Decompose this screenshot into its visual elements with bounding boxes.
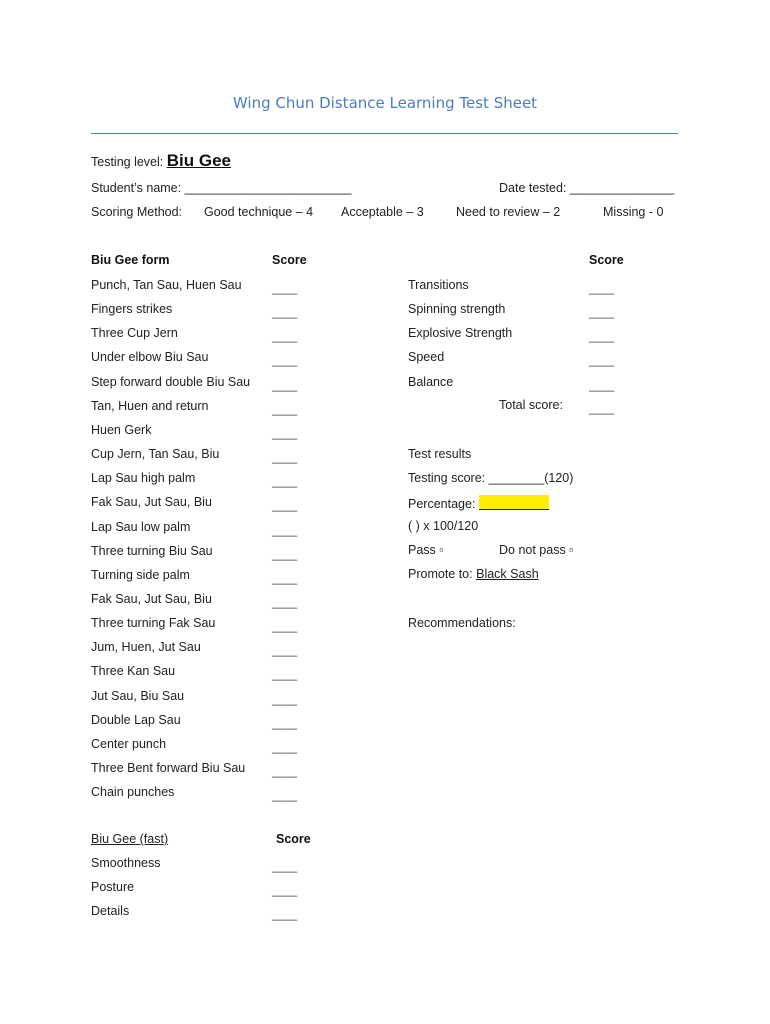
fast-item-label: Posture — [91, 880, 135, 895]
fast-item-label: Smoothness — [91, 856, 161, 870]
percentage-label: Percentage: — [408, 497, 476, 511]
right-item-score-blank[interactable]: ____ — [589, 353, 614, 368]
testing-level-label: Testing level: — [91, 155, 164, 169]
form-item-label: Three turning Fak Sau — [91, 616, 216, 631]
right-item-label: Explosive Strength — [408, 326, 513, 341]
form-item-score-blank[interactable]: ____ — [272, 739, 297, 754]
form-item-score-blank[interactable]: ____ — [272, 498, 297, 513]
right-item-score-blank[interactable]: ____ — [589, 281, 614, 295]
fast-item-score-blank[interactable]: ____ — [272, 907, 297, 922]
title-divider — [91, 133, 678, 134]
form-item-label: Three Bent forward Biu Sau — [91, 761, 246, 775]
promote-label: Promote to: — [408, 567, 473, 581]
form-item-score-blank[interactable]: ____ — [272, 788, 297, 803]
form-item-score-blank[interactable]: ____ — [272, 643, 297, 658]
form-item-label: Huen Gerk — [91, 422, 152, 437]
scoring-acceptable: Acceptable – 3 — [341, 205, 424, 219]
pass-checkbox[interactable]: Pass ▫ — [408, 543, 444, 557]
testing-level-value: Biu Gee — [166, 151, 231, 170]
form-item-score-blank[interactable]: ____ — [272, 401, 297, 416]
form-item-score-blank[interactable]: ____ — [272, 667, 297, 682]
form-heading: Biu Gee form — [91, 253, 170, 267]
form-item-label: Chain punches — [91, 785, 175, 800]
do-not-pass-checkbox[interactable]: Do not pass ▫ — [499, 543, 574, 557]
scoring-missing: Missing - 0 — [603, 205, 664, 219]
right-item-label: Transitions — [408, 278, 469, 292]
form-item-label: Three Cup Jern — [91, 326, 178, 341]
total-score-blank[interactable]: ____ — [589, 401, 614, 415]
recommendations-label: Recommendations: — [408, 616, 516, 630]
percentage-row — [408, 495, 549, 511]
form-item-score-blank[interactable]: ____ — [272, 353, 297, 368]
form-item-score-blank[interactable]: ____ — [272, 594, 297, 609]
form-item-label: Turning side palm — [91, 567, 190, 582]
form-item-score-blank[interactable]: ____ — [272, 377, 297, 392]
form-score-heading: Score — [272, 253, 307, 267]
form-item-score-blank[interactable]: ____ — [272, 764, 297, 778]
fast-item-score-blank[interactable]: ____ — [272, 883, 297, 898]
form-item-label: Fingers strikes — [91, 302, 173, 317]
document-title: Wing Chun Distance Learning Test Sheet — [232, 94, 538, 112]
scoring-review: Need to review – 2 — [456, 205, 561, 219]
right-item-label: Balance — [408, 374, 454, 389]
percentage-formula: ( ) x 100/120 — [408, 519, 479, 533]
form-item-score-blank[interactable]: ____ — [272, 691, 297, 706]
form-item-label: Punch, Tan Sau, Huen Sau — [91, 278, 242, 292]
percentage-highlight-field[interactable] — [479, 495, 549, 510]
form-item-score-blank[interactable]: ____ — [272, 715, 297, 730]
form-item-label: Three Kan Sau — [91, 664, 176, 679]
form-item-label: Lap Sau low palm — [91, 519, 191, 534]
form-item-score-blank[interactable]: ____ — [272, 474, 297, 489]
right-item-label: Spinning strength — [408, 302, 506, 317]
right-item-score-blank[interactable]: ____ — [589, 329, 614, 344]
test-results-heading: Test results — [408, 447, 472, 461]
promote-value: Black Sash — [476, 567, 539, 581]
form-item-label: Fak Sau, Jut Sau, Biu — [91, 495, 212, 510]
scoring-method-label: Scoring Method: — [91, 205, 183, 219]
form-item-score-blank[interactable]: ____ — [272, 450, 297, 465]
form-item-score-blank[interactable]: ____ — [272, 305, 297, 320]
fast-item-score-blank[interactable]: ____ — [272, 859, 297, 873]
fast-score-heading: Score — [276, 832, 311, 846]
form-item-label: Cup Jern, Tan Sau, Biu — [91, 447, 220, 462]
form-item-label: Lap Sau high palm — [91, 471, 196, 486]
fast-item-label: Details — [91, 904, 130, 919]
right-item-label: Speed — [408, 350, 445, 365]
scoring-good: Good technique – 4 — [204, 205, 314, 219]
form-item-label: Center punch — [91, 736, 167, 751]
form-item-score-blank[interactable]: ____ — [272, 281, 297, 295]
fast-heading: Biu Gee (fast) — [91, 832, 169, 846]
form-item-label: Tan, Huen and return — [91, 398, 209, 413]
right-item-score-blank[interactable]: ____ — [589, 377, 614, 392]
form-item-label: Step forward double Biu Sau — [91, 374, 251, 389]
form-item-score-blank[interactable]: ____ — [272, 570, 297, 585]
form-item-label: Jut Sau, Biu Sau — [91, 688, 185, 703]
date-tested-field[interactable]: Date tested: _______________ — [499, 181, 675, 195]
form-item-label: Under elbow Biu Sau — [91, 350, 209, 365]
testing-score-field[interactable]: Testing score: ________(120) — [408, 471, 574, 485]
right-item-score-blank[interactable]: ____ — [589, 305, 614, 320]
form-item-score-blank[interactable]: ____ — [272, 425, 297, 440]
testing-level — [91, 151, 231, 171]
promote-row — [408, 567, 539, 581]
right-score-heading: Score — [589, 253, 624, 267]
form-item-score-blank[interactable]: ____ — [272, 522, 297, 537]
students-name-field[interactable]: Student’s name: ________________________ — [91, 181, 352, 195]
form-item-label: Double Lap Sau — [91, 712, 181, 727]
form-item-score-blank[interactable]: ____ — [272, 329, 297, 344]
form-item-label: Jum, Huen, Jut Sau — [91, 640, 201, 655]
form-item-score-blank[interactable]: ____ — [272, 619, 297, 634]
total-score-label: Total score: — [499, 398, 563, 412]
form-item-label: Three turning Biu Sau — [91, 543, 213, 558]
form-item-label: Fak Sau, Jut Sau, Biu — [91, 591, 212, 606]
form-item-score-blank[interactable]: ____ — [272, 546, 297, 561]
